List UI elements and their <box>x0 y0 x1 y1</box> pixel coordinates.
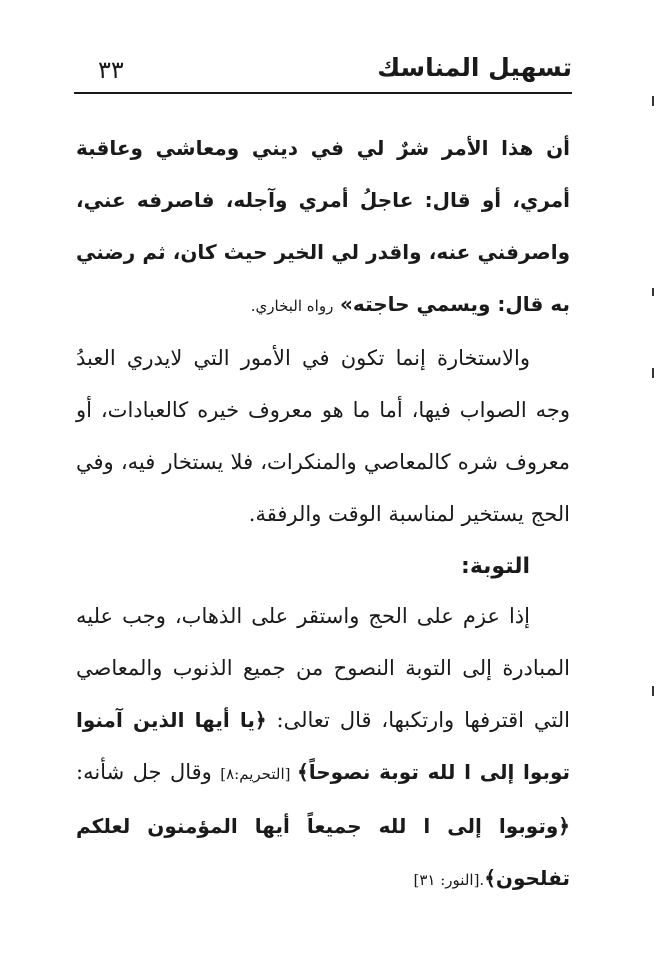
page-body <box>76 122 570 906</box>
margin-mark <box>652 686 654 696</box>
tawba-mid: وقال جل شأنه: <box>76 760 221 784</box>
verse-nur-ref: .[النور: ٣١] <box>413 871 485 889</box>
page-number: ٣٣ <box>98 56 124 84</box>
section-heading: التوبة: <box>461 554 530 579</box>
margin-mark <box>652 368 654 378</box>
margin-mark <box>652 96 654 106</box>
istikhara-paragraph: والاستخارة إنما تكون في الأمور التي لايدري العبدُ وجه الصواب فيها، أما ما هو معروف خيره كالعبادات، أو معروف شره كالمعاصي والمنكرات، فلا يستخار فيه، وفي الحج يستخير لمناسبة الوقت والرفقة. <box>76 346 570 526</box>
verse-nur: ﴿وتوبوا إلى ا لله جميعاً أيها المؤمنون لعلكم تفلحون﴾ <box>76 814 570 890</box>
tawba-intro: إذا عزم على الحج واستقر على الذهاب، وجب عليه المبادرة إلى التوبة النصوح من جميع الذنوب والمعاصي التي اقترفها وارتكبها، قال تعالى: <box>76 604 570 732</box>
header-divider <box>74 92 572 94</box>
verse-tahrim: ﴿يا أيها الذين آمنوا توبوا إلى ا لله توبة نصوحاً﴾ <box>76 708 570 784</box>
hadith-source: رواه البخاري. <box>250 297 334 315</box>
book-title: تسهيل المناسك <box>377 53 572 82</box>
verse-tahrim-ref: [التحريم:٨] <box>220 765 298 783</box>
margin-mark <box>652 288 654 296</box>
tawba-paragraph <box>76 590 570 906</box>
hadith-text: أن هذا الأمر شرٌ لي في ديني ومعاشي وعاقبة أمري، أو قال: عاجلُ أمري وآجله، فاصرفه عني، واصرفني عنه، واقدر لي الخير حيث كان، ثم رضني به قال: ويسمي حاجته» <box>76 136 570 316</box>
hadith-paragraph <box>76 122 570 332</box>
page-header <box>74 48 572 92</box>
